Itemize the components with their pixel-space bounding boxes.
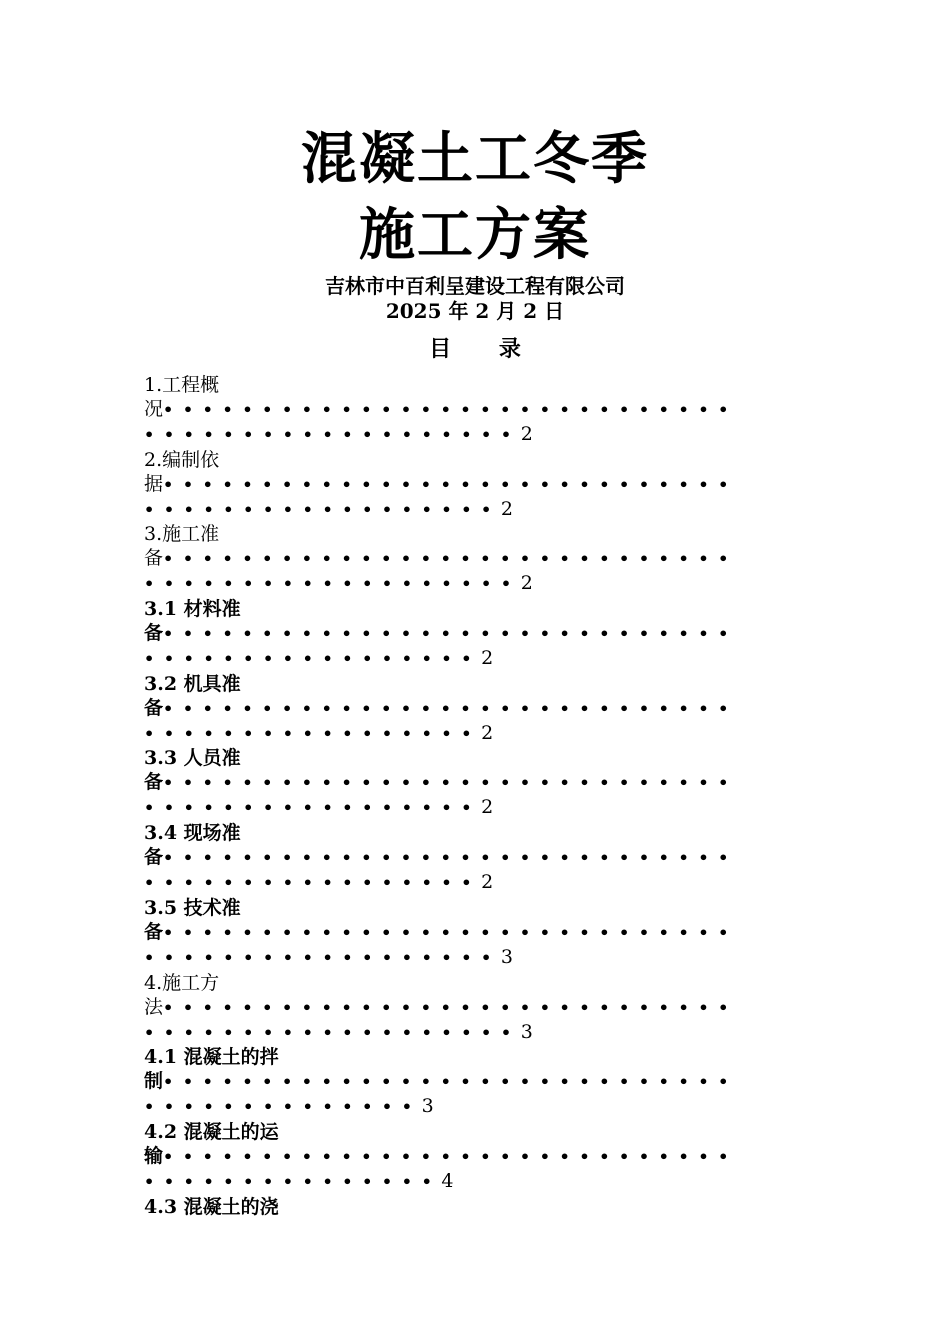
toc-page-number: 4 [441,1169,454,1192]
toc-entry-title: 4.2 混凝土的运 [144,1120,279,1143]
toc-entry-title: 3.5 技术准 [144,896,241,919]
table-of-contents [144,372,794,1268]
toc-heading: 目 录 [429,336,521,362]
toc-page-number: 3 [421,1095,434,1118]
toc-entry-title-tail: 备 [144,846,164,869]
toc-dot-leader: ••••••••••••••••••••••••••••• [163,773,738,793]
toc-dot-leader: ••••••••••••••••••••••••••••• [163,997,738,1017]
toc-entry-title-tail: 况 [144,398,164,420]
toc-dot-leader: ••••••••••••••••••••••••••••• [163,400,738,419]
toc-dot-leader: ••••••••••••••••••••••••••••• [163,698,738,718]
toc-page-number: 3 [520,1020,533,1043]
toc-entry-title: 1.工程概 [144,374,220,396]
toc-dot-leader: ••••••••••••••••••••••••••••• [163,549,738,569]
toc-entry[interactable] [144,970,794,1045]
toc-dot-leader: ••••••••••••••••••••••••••••• [163,474,738,494]
toc-entry-title-tail: 备 [144,547,164,570]
toc-entry-title: 3.1 材料准 [144,598,241,621]
toc-dot-leader: •••••••••••••• [144,1097,422,1117]
toc-page-number: 2 [481,647,494,670]
toc-entry[interactable] [144,1194,794,1269]
toc-dot-leader: •••••••••••••••••• [144,499,501,519]
toc-entry-title-tail: 备 [144,696,164,719]
document-title-line-1: 混凝土工冬季 [301,127,649,192]
toc-dot-leader: ••••••••••••••••••••••••••••• [163,848,738,868]
toc-entry-title-tail: 备 [144,771,164,794]
toc-entry-title-tail: 备 [144,622,164,645]
toc-page-number: 2 [481,721,494,744]
toc-page-number: 2 [481,871,494,894]
toc-entry-title: 4.施工方 [144,971,220,994]
toc-page-number: 2 [481,796,494,819]
toc-entry[interactable] [144,820,794,895]
toc-entry-title: 3.2 机具准 [144,672,241,695]
toc-entry[interactable] [144,671,794,746]
toc-entry-title: 4.3 混凝土的浇 [144,1195,279,1218]
toc-entry[interactable] [144,1044,794,1119]
toc-dot-leader: ••••••••••••••••• [144,873,482,893]
company-name: 吉林市中百利呈建设工程有限公司 [325,274,625,298]
toc-entry[interactable] [144,1119,794,1194]
toc-entry-title-tail: 输 [144,1144,164,1167]
toc-page-number: 3 [500,945,513,968]
toc-entry-title-tail: 制 [144,1070,164,1093]
toc-entry-title-tail: 法 [144,995,164,1018]
toc-dot-leader: ••••••••••••••••••••••••••••• [163,1146,738,1166]
toc-entry[interactable] [144,745,794,820]
toc-entry[interactable] [144,895,794,970]
toc-dot-leader: ••••••••••••••• [144,1171,442,1191]
toc-page-number: 2 [520,423,533,445]
toc-dot-leader: ••••••••••••••••••••••••••••• [163,624,738,644]
toc-dot-leader: ••••••••••••••••••• [144,425,521,444]
document-title-line-2: 施工方案 [359,203,591,268]
document-date: 2025 年 2 月 2 日 [385,299,565,323]
toc-entry-title: 4.1 混凝土的拌 [144,1046,279,1069]
toc-page-number: 2 [520,572,533,595]
toc-entry[interactable] [144,596,794,671]
toc-entry-title-tail: 备 [144,920,164,943]
toc-dot-leader: ••••••••••••••••••• [144,574,521,594]
toc-dot-leader: ••••••••••••••••• [144,649,482,669]
toc-dot-leader: ••••••••••••••••••••••••••••• [163,1072,738,1092]
toc-entry-title: 3.施工准 [144,523,220,546]
toc-entry[interactable] [144,447,794,522]
toc-entry-title-tail: 据 [144,472,164,495]
toc-dot-leader: ••••••••••••••••• [144,798,482,818]
toc-entry-title: 2.编制依 [144,448,220,471]
toc-entry-title: 3.4 现场准 [144,822,241,845]
toc-entry[interactable] [144,521,794,596]
toc-dot-leader: ••••••••••••••••••••••••••••• [163,922,738,942]
toc-dot-leader: ••••••••••••••••• [144,723,482,743]
toc-page-number: 2 [500,497,513,520]
toc-entry[interactable] [144,372,794,447]
toc-entry-title: 3.3 人员准 [144,747,241,770]
toc-dot-leader: •••••••••••••••••• [144,947,501,967]
toc-dot-leader: ••••••••••••••••••• [144,1022,521,1042]
